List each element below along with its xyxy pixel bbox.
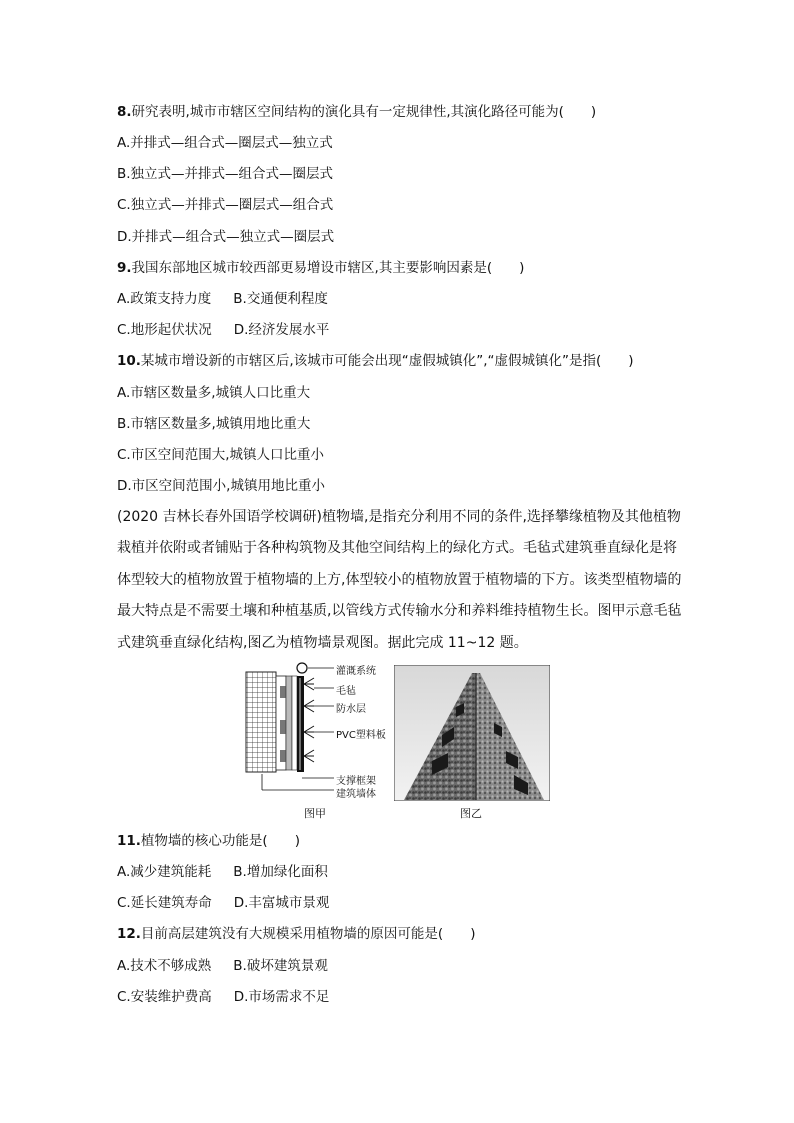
option-9d: D.经济发展水平: [233, 322, 330, 338]
option-12c: C.安装维护费高: [117, 989, 212, 1005]
question-8: [117, 103, 596, 121]
options-12-row-2: [117, 988, 329, 1006]
question-number: 8.: [117, 104, 132, 120]
question-stem: 某城市增设新的市辖区后,该城市可能会出现“虚假城镇化”,“虚假城镇化”是指( ): [140, 353, 634, 369]
question-11: [117, 832, 300, 850]
options-12-row-1: [117, 957, 328, 975]
question-number: 11.: [117, 833, 141, 849]
option-8c: C.独立式—并排式—圈层式—组合式: [117, 197, 334, 213]
option-9c: C.地形起伏状况: [117, 322, 212, 338]
building-wall: [246, 672, 276, 772]
label-waterproof: 防水层: [336, 704, 366, 715]
label-building-wall: 建筑墙体: [336, 789, 376, 800]
label-irrigation: 灌溉系统: [336, 666, 376, 677]
caption-figure-b: 图乙: [460, 807, 482, 820]
question-stem: 我国东部地区城市较西部更易增设市辖区,其主要影响因素是( ): [131, 260, 525, 276]
option-10c: C.市区空间范围大,城镇人口比重小: [117, 447, 325, 463]
question-9: [117, 259, 524, 277]
question-stem: 植物墙的核心功能是( ): [140, 833, 300, 849]
question-12: [117, 925, 475, 943]
option-10d: D.市区空间范围小,城镇用地比重小: [117, 478, 325, 494]
options-11-row-2: [117, 894, 329, 912]
option-10b: B.市辖区数量多,城镇用地比重大: [117, 416, 311, 432]
felt-layer: [297, 676, 304, 772]
options-11-row-1: [117, 863, 328, 881]
question-number: 9.: [117, 260, 132, 276]
pvc-board: [286, 676, 292, 770]
label-pvc: PVC塑料板: [336, 730, 386, 741]
option-10a: A.市辖区数量多,城镇人口比重大: [117, 385, 311, 401]
option-9b: B.交通便利程度: [233, 291, 328, 307]
option-12a: A.技术不够成熟: [117, 958, 212, 974]
option-11c: C.延长建筑寿命: [117, 895, 212, 911]
reading-passage: (2020 吉林长春外国语学校调研)植物墙,是指充分利用不同的条件,选择攀缘植物及其他植物栽植并依附或者铺贴于各种构筑物及其他空间结构上的绿化方式。毛毡式建筑垂直绿化是将体型较大的植物放置于植物墙的上方,体型较小的植物放置于植物墙的下方。该类型植物墙的最大特点是不需要土壤和种植基质,以管线方式传输水分和养料维持植物生长。图甲示意毛毡式建筑垂直绿化结构,图乙为植物墙景观图。据此完成 11~12 题。: [117, 509, 682, 651]
option-8b: B.独立式—并排式—组合式—圈层式: [117, 166, 334, 182]
option-11b: B.增加绿化面积: [233, 864, 328, 880]
plant-icons: [304, 678, 314, 762]
question-stem: 研究表明,城市市辖区空间结构的演化具有一定规律性,其演化路径可能为( ): [131, 104, 597, 120]
figure-b-photo: [394, 665, 550, 801]
label-support-frame: 支撑框架: [336, 776, 376, 787]
question-number: 12.: [117, 926, 141, 942]
label-felt: 毛毡: [336, 686, 356, 697]
caption-figure-a: 图甲: [304, 807, 326, 820]
option-12d: D.市场需求不足: [233, 989, 330, 1005]
question-10: [117, 352, 634, 370]
options-9-row-2: [117, 321, 329, 339]
options-9-row-1: [117, 290, 328, 308]
option-12b: B.破坏建筑景观: [233, 958, 328, 974]
question-stem: 目前高层建筑没有大规模采用植物墙的原因可能是( ): [140, 926, 476, 942]
question-number: 10.: [117, 353, 141, 369]
option-8a: A.并排式—组合式—圈层式—独立式: [117, 135, 333, 151]
irrigation-pipe: [297, 663, 307, 673]
waterproof-layer: [292, 676, 297, 770]
option-9a: A.政策支持力度: [117, 291, 212, 307]
option-8d: D.并排式—组合式—独立式—圈层式: [117, 229, 335, 245]
option-11d: D.丰富城市景观: [233, 895, 330, 911]
option-11a: A.减少建筑能耗: [117, 864, 212, 880]
